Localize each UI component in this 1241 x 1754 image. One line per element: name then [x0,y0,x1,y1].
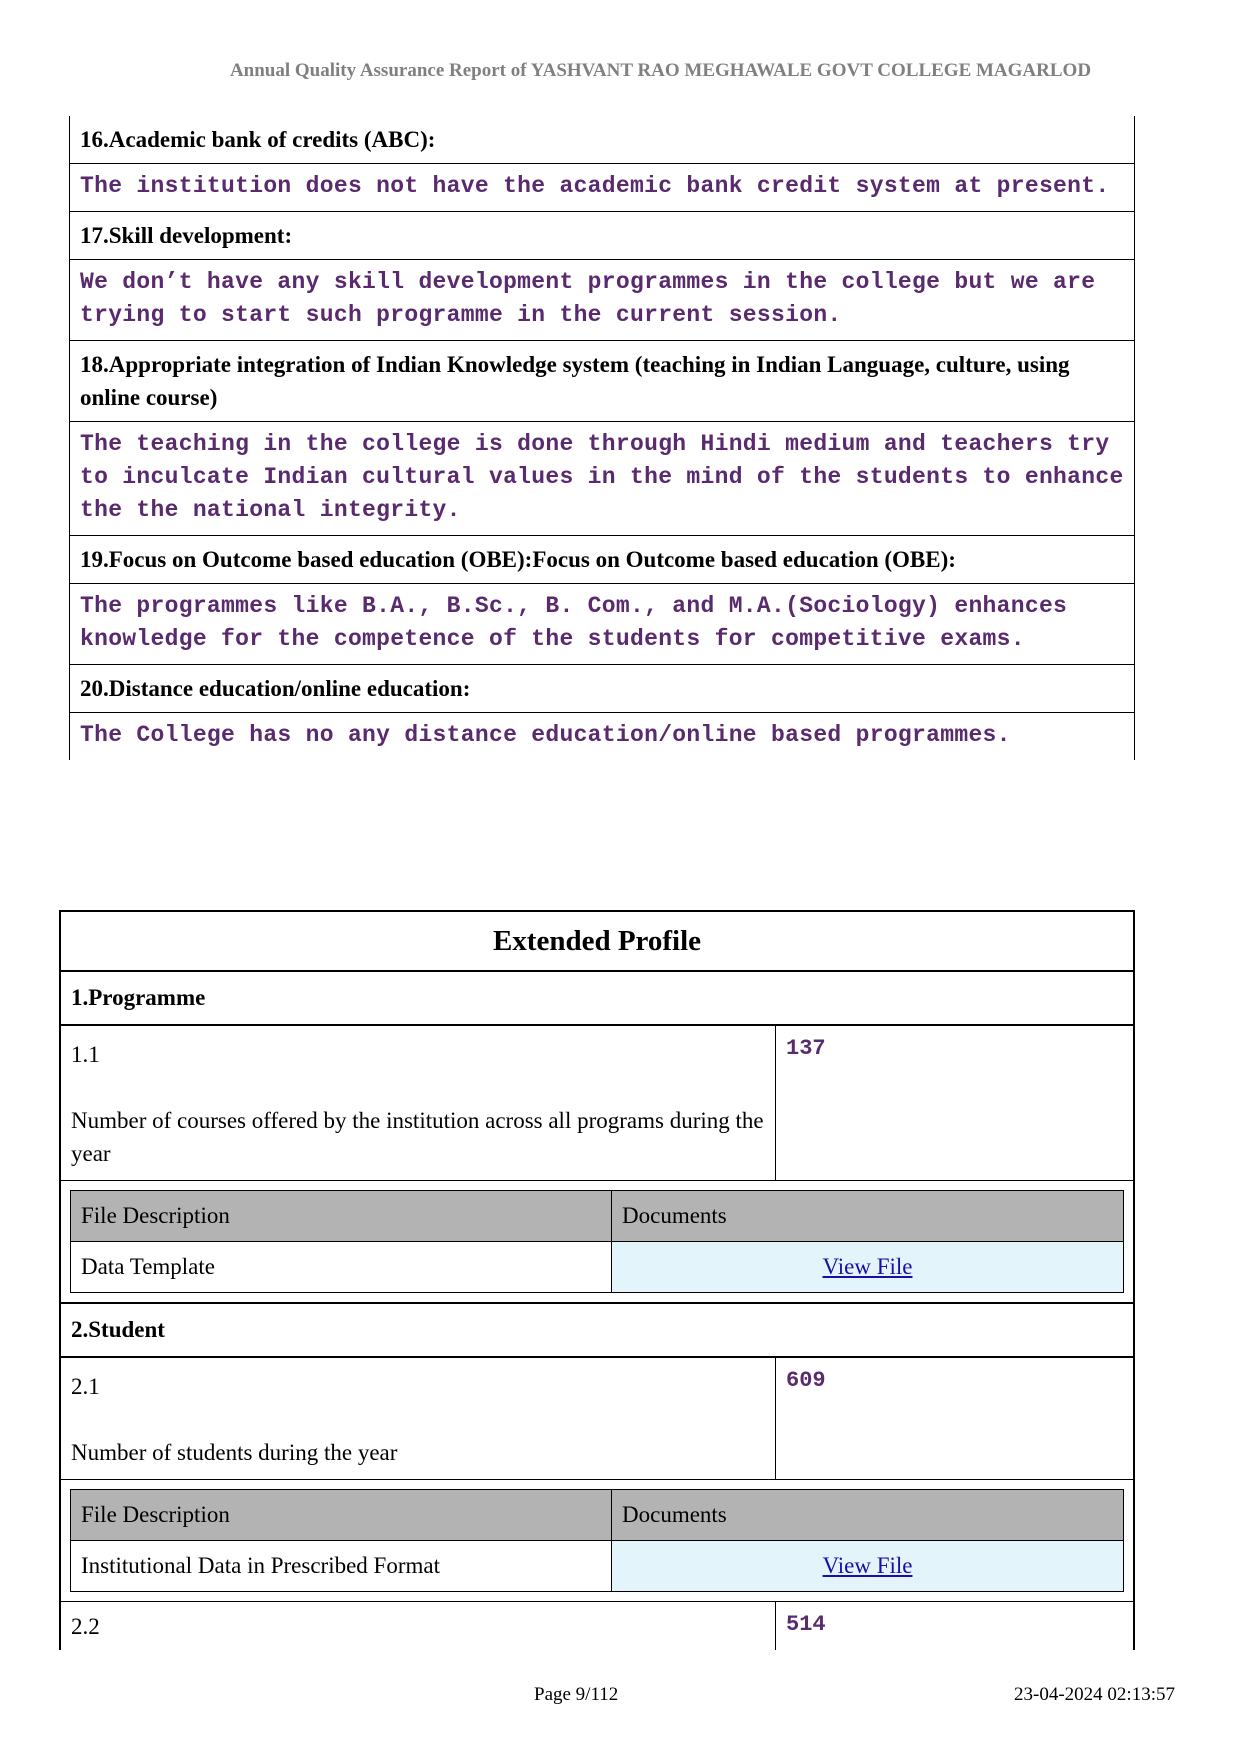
item-20-heading: 20.Distance education/online education: [70,665,1134,713]
documents-header: Documents [612,1490,1124,1541]
file-description-cell: Data Template [71,1242,612,1293]
table-row [71,1242,1124,1293]
metric-2-1 [61,1358,1133,1480]
item-20-response: The College has no any distance education/online based programmes. [80,722,1011,748]
file-table [70,1489,1124,1592]
item-18-response: The teaching in the college is done through Hindi medium and teachers try to inculcate Indian cultural values in the mind of the students to enhance the the national integrity. [70,422,1134,536]
file-table-wrapper [61,1181,1133,1304]
metric-value: 137 [786,1036,826,1061]
file-table-wrapper [61,1480,1133,1602]
metric-number: 1.1 [71,1042,100,1067]
metric-value: 514 [786,1612,826,1637]
metric-1-1 [61,1026,1133,1181]
item-16-heading: 16.Academic bank of credits (ABC): [70,116,1134,164]
documents-cell [612,1541,1124,1592]
extended-profile-title: Extended Profile [61,912,1133,972]
item-16-response: The institution does not have the academic bank credit system at present. [70,164,1134,212]
table-row [71,1541,1124,1592]
page-number: Page 9/112 [534,1684,619,1705]
section-programme-heading: 1.Programme [61,972,1133,1026]
item-19-response: The programmes like B.A., B.Sc., B. Com., and M.A.(Sociology) enhances knowledge for the competence of the students for competitive exams. [70,584,1134,665]
documents-header: Documents [612,1191,1124,1242]
metric-2-2 [61,1602,1133,1650]
view-file-link[interactable]: View File [822,1254,913,1279]
timestamp: 23-04-2024 02:13:57 [1014,1684,1175,1705]
section-student-heading: 2.Student [61,1304,1133,1358]
item-17-response: We don’t have any skill development programmes in the college but we are trying to start such programme in the current session. [70,260,1134,341]
file-table [70,1190,1124,1293]
view-file-link[interactable]: View File [822,1553,913,1578]
quality-items-section [69,116,1135,760]
item-17-heading: 17.Skill development: [70,212,1134,260]
documents-cell [612,1242,1124,1293]
file-description-cell: Institutional Data in Prescribed Format [71,1541,612,1592]
metric-number: 2.2 [61,1602,776,1650]
item-19-heading: 19.Focus on Outcome based education (OBE):Focus on Outcome based education (OBE): [70,536,1134,584]
extended-profile [59,910,1135,1650]
page-header: Annual Quality Assurance Report of YASHVANT RAO MEGHAWALE GOVT COLLEGE MAGARLOD [229,60,1092,81]
metric-description: Number of courses offered by the institution across all programs during the year [71,1108,764,1166]
item-18-heading: 18.Appropriate integration of Indian Knowledge system (teaching in Indian Language, culture, using online course) [70,341,1134,422]
metric-description: Number of students during the year [71,1440,398,1465]
file-description-header: File Description [71,1490,612,1541]
metric-value: 609 [786,1368,826,1393]
file-description-header: File Description [71,1191,612,1242]
metric-number: 2.1 [71,1374,100,1399]
